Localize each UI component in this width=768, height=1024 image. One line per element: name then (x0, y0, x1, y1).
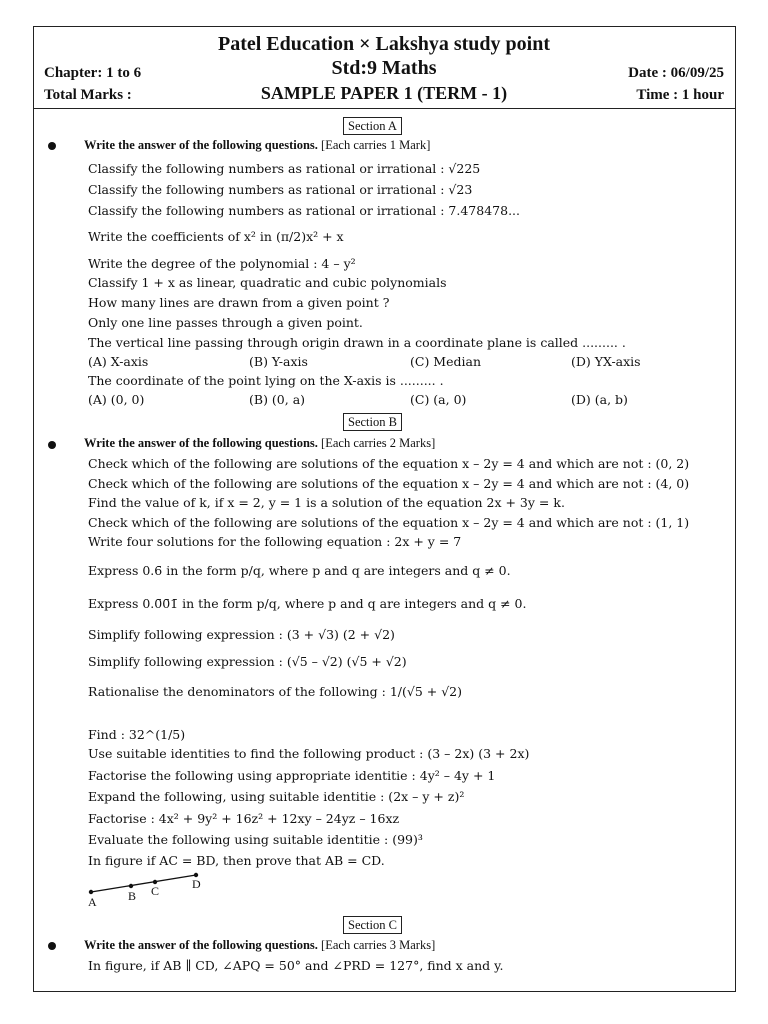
question-text: Check which of the following are solutions of the equation x – 2y = 4 and which are not : (4, 0) (88, 476, 690, 491)
header-date: Date : 06/09/25 (628, 65, 724, 81)
header-chapter: Chapter: 1 to 6 (44, 65, 142, 81)
question-text: Classify 1 + x as linear, quadratic and cubic polynomials (88, 275, 447, 290)
section-a-label: Section A (343, 117, 402, 135)
question-text: Evaluate the following using suitable identitie : (99)³ (88, 832, 423, 847)
line-segment (91, 875, 196, 892)
section-c-instruction: Write the answer of the following questions. [Each carries 3 Marks] (84, 938, 436, 952)
question-text: Simplify following expression : (3 + √3) (2 + √2) (88, 627, 395, 642)
section-c-label: Section C (343, 916, 402, 934)
option-a: (A) (0, 0) (88, 392, 145, 407)
bullet-icon (48, 142, 56, 150)
question-text: Check which of the following are solutions of the equation x – 2y = 4 and which are not : (0, 2) (88, 456, 690, 471)
question-text: Write the degree of the polynomial : 4 – y² (88, 256, 356, 271)
bullet-icon (48, 441, 56, 449)
question-text: The coordinate of the point lying on the X-axis is ......... . (88, 373, 444, 388)
question-text: In figure, if AB ∥ CD, ∠APQ = 50° and ∠PRD = 127°, find x and y. (88, 958, 504, 973)
option-d: (D) YX-axis (571, 354, 641, 369)
section-a-instruction: Write the answer of the following questions. [Each carries 1 Mark] (84, 138, 431, 152)
question-text: Simplify following expression : (√5 – √2) (√5 + √2) (88, 654, 407, 669)
question-text: How many lines are drawn from a given point ? (88, 295, 390, 310)
option-b: (B) Y-axis (249, 354, 308, 369)
header-paper: SAMPLE PAPER 1 (TERM - 1) (260, 83, 508, 103)
question-text: Express 0.0̄0̄1̄ in the form p/q, where p and q are integers and q ≠ 0. (88, 596, 527, 611)
question-text: The vertical line passing through origin drawn in a coordinate plane is called ......... . (88, 335, 626, 350)
question-text: Factorise the following using appropriate identitie : 4y² – 4y + 1 (88, 768, 496, 783)
header-time: Time : 1 hour (636, 87, 724, 103)
option-c: (C) Median (410, 354, 481, 369)
option-b: (B) (0, a) (249, 392, 306, 407)
point-label-b: B (128, 889, 137, 903)
header-title: Patel Education × Lakshya study point (217, 33, 551, 55)
question-text: Express 0.6̄ in the form p/q, where p and q are integers and q ≠ 0. (88, 563, 511, 578)
question-text: In figure if AC = BD, then prove that AB = CD. (88, 853, 385, 868)
question-text: Use suitable identities to find the following product : (3 – 2x) (3 + 2x) (88, 746, 530, 761)
header-std: Std:9 Maths (331, 57, 437, 79)
question-text: Classify the following numbers as rational or irrational : 7.478478... (88, 203, 520, 218)
point-a (89, 890, 93, 894)
point-b (129, 884, 133, 888)
question-text: Find : 32^(1/5) (88, 727, 186, 742)
question-text: Expand the following, using suitable identitie : (2x – y + z)² (88, 789, 465, 804)
question-text: Rationalise the denominators of the following : 1/(√5 + √2) (88, 684, 462, 699)
question-text: Classify the following numbers as rational or irrational : √225 (88, 161, 481, 176)
bullet-icon (48, 942, 56, 950)
option-a: (A) X-axis (88, 354, 149, 369)
question-text: Only one line passes through a given point. (88, 315, 363, 330)
point-label-d: D (192, 877, 201, 891)
point-label-c: C (151, 884, 160, 898)
header-divider (33, 108, 736, 109)
question-text: Check which of the following are solutions of the equation x – 2y = 4 and which are not : (1, 1) (88, 515, 690, 530)
question-text: Classify the following numbers as rational or irrational : √23 (88, 182, 473, 197)
question-text: Write four solutions for the following equation : 2x + y = 7 (88, 534, 462, 549)
option-d: (D) (a, b) (571, 392, 628, 407)
option-c: (C) (a, 0) (410, 392, 467, 407)
question-text: Factorise : 4x² + 9y² + 16z² + 12xy – 24yz – 16xz (88, 811, 400, 826)
question-text: Find the value of k, if x = 2, y = 1 is a solution of the equation 2x + 3y = k. (88, 495, 565, 510)
point-label-a: A (88, 895, 97, 909)
section-b-instruction: Write the answer of the following questions. [Each carries 2 Marks] (84, 436, 436, 450)
question-text: Write the coefficients of x² in (π/2)x² + x (88, 229, 344, 244)
header-total-marks: Total Marks : (44, 87, 132, 103)
section-b-label: Section B (343, 413, 402, 431)
